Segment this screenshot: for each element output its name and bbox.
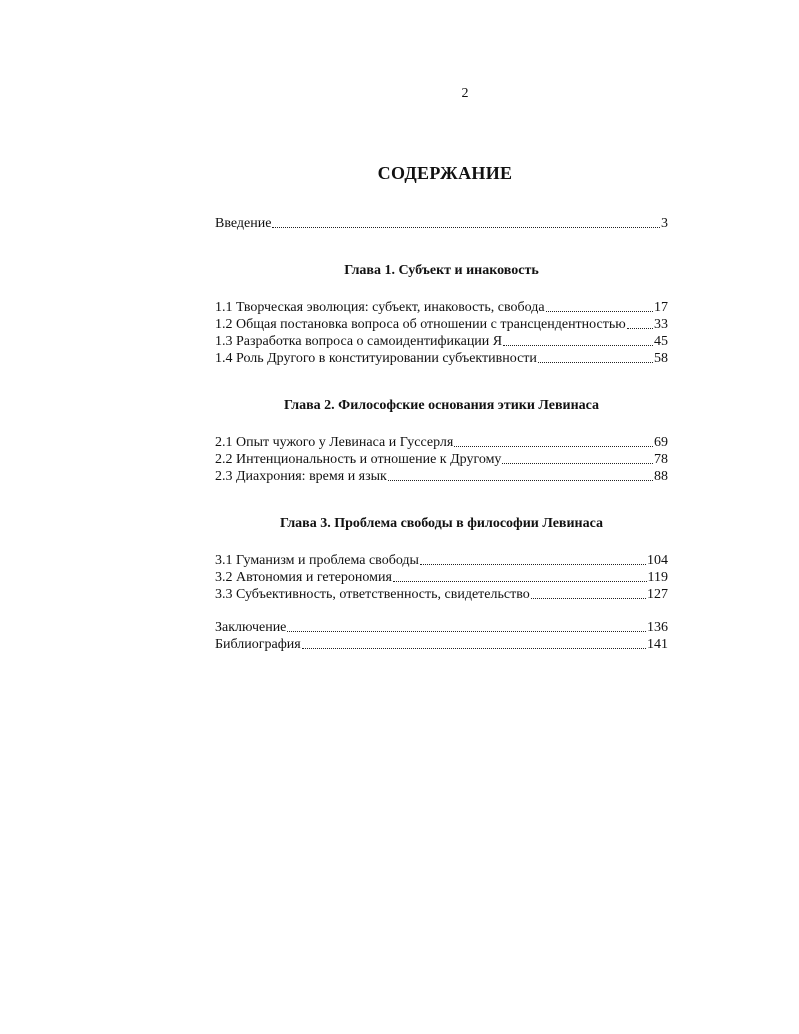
toc-entry-page: 136 [647, 620, 668, 635]
leader-dots [454, 434, 653, 447]
toc-entry-label: 1.1 Творческая эволюция: субъект, инаковость, свобода [215, 300, 545, 315]
toc-entry-label: Заключение [215, 620, 287, 635]
toc-entry-page: 3 [661, 216, 668, 231]
chapter-2-heading: Глава 2. Философские основания этики Левинаса [283, 398, 600, 413]
leader-dots [287, 619, 646, 632]
toc-entry-2-2 [215, 451, 668, 468]
toc-entry-label: 1.3 Разработка вопроса о самоидентификации Я [215, 334, 503, 349]
toc-entry-page: 69 [654, 435, 668, 450]
toc-title: СОДЕРЖАНИЕ [377, 163, 513, 183]
toc-entry-page: 141 [647, 637, 668, 652]
leader-dots [302, 636, 646, 649]
toc-entry-page: 104 [647, 553, 668, 568]
toc-entry-page: 45 [654, 334, 668, 349]
page-number: 2 [461, 86, 469, 101]
toc-entry-1-2 [215, 316, 668, 333]
leader-dots [388, 468, 653, 481]
toc-entry-page: 17 [654, 300, 668, 315]
toc-entry-page: 58 [654, 351, 668, 366]
toc-entry-intro [215, 215, 668, 232]
leader-dots [627, 316, 653, 329]
toc-entry-page: 78 [654, 452, 668, 467]
toc-entry-label: 3.2 Автономия и гетерономия [215, 570, 392, 585]
leader-dots [546, 299, 653, 312]
toc-entry-label: 2.3 Диахрония: время и язык [215, 469, 387, 484]
toc-entry-conclusion [215, 619, 668, 636]
leader-dots [531, 586, 646, 599]
toc-entry-label: 2.2 Интенциональность и отношение к Другому [215, 452, 502, 467]
toc-entry-label: Введение [215, 216, 272, 231]
toc-entry-page: 88 [654, 469, 668, 484]
leader-dots [272, 215, 660, 228]
leader-dots [503, 333, 653, 346]
toc-entry-label: 1.2 Общая постановка вопроса об отношении с трансцендентностью [215, 317, 626, 332]
chapter-1-heading: Глава 1. Субъект и инаковость [344, 263, 539, 278]
toc-entry-bibliography [215, 636, 668, 653]
chapter-3-heading: Глава 3. Проблема свободы в философии Левинаса [279, 516, 603, 531]
toc-entry-label: 2.1 Опыт чужого у Левинаса и Гуссерля [215, 435, 454, 450]
toc-entry-label: Библиография [215, 637, 301, 652]
toc-entry-3-1 [215, 552, 668, 569]
toc-entry-page: 33 [654, 317, 668, 332]
toc-entry-label: 3.1 Гуманизм и проблема свободы [215, 553, 419, 568]
leader-dots [538, 350, 653, 363]
toc-entry-3-2 [215, 569, 668, 586]
toc-entry-label: 3.3 Субъективность, ответственность, свидетельство [215, 587, 530, 602]
leader-dots [502, 451, 653, 464]
toc-entry-3-3 [215, 586, 668, 603]
table-of-contents [215, 215, 668, 653]
toc-entry-2-3 [215, 468, 668, 485]
toc-entry-2-1 [215, 434, 668, 451]
toc-entry-page: 127 [647, 587, 668, 602]
toc-entry-page: 119 [647, 570, 668, 585]
toc-entry-1-4 [215, 350, 668, 367]
leader-dots [393, 569, 647, 582]
toc-entry-label: 1.4 Роль Другого в конституировании субъективности [215, 351, 537, 366]
leader-dots [420, 552, 646, 565]
toc-entry-1-3 [215, 333, 668, 350]
toc-entry-1-1 [215, 299, 668, 316]
